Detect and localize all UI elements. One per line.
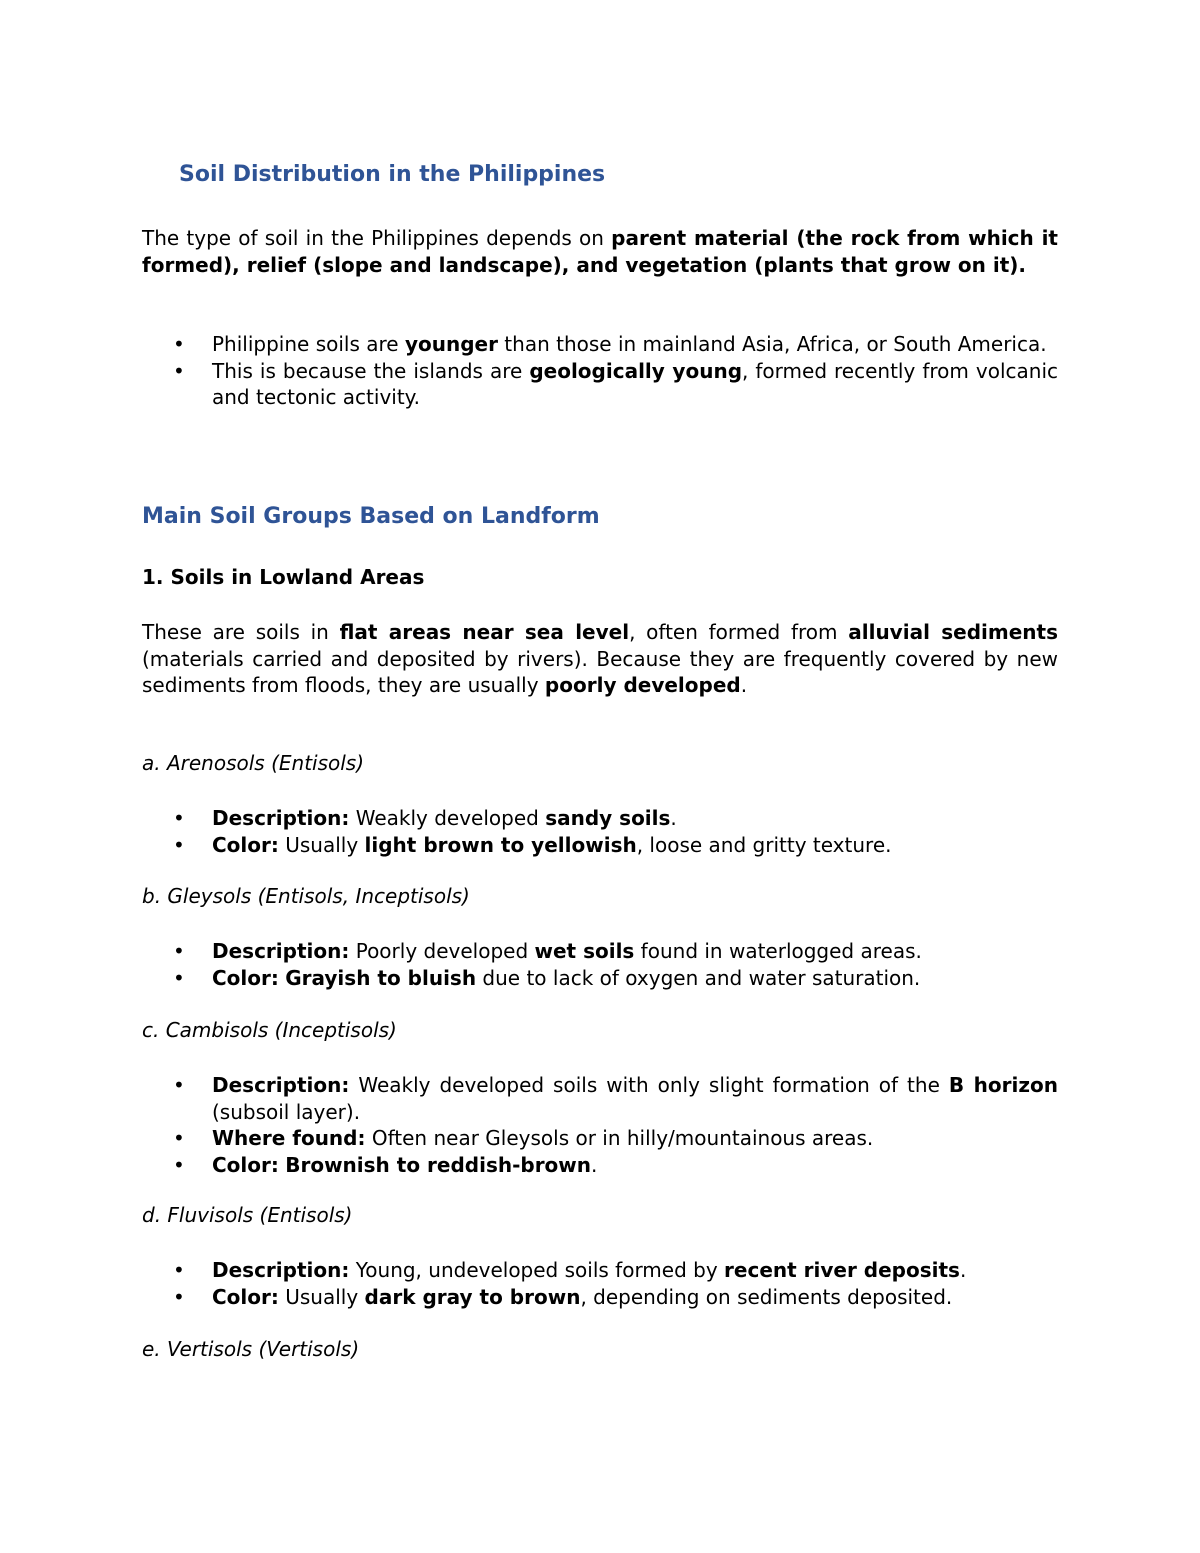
para-bold: poorly developed — [544, 673, 741, 697]
item-bold: sandy soils — [545, 806, 671, 830]
item-bold: light brown to yellowish — [364, 832, 637, 857]
item-text: (subsoil layer). — [212, 1099, 361, 1124]
item-label: Description: — [212, 939, 350, 963]
list-item — [142, 965, 1058, 992]
soil-heading-gleysols: b. Gleysols (Entisols, Inceptisols) — [142, 884, 470, 908]
soil-list-fluvisols — [142, 1257, 1058, 1310]
item-text: , loose and gritty texture. — [636, 832, 892, 857]
list-item — [142, 805, 1058, 832]
item-label: Color: — [212, 965, 279, 990]
bullet-text: Philippine soils are — [212, 332, 405, 356]
item-text: , depending on sediments deposited. — [580, 1284, 953, 1309]
soil-list-gleysols — [142, 938, 1058, 991]
para-text: , often formed from — [629, 620, 849, 644]
item-text: Weakly developed soils with only slight formation of the — [349, 1073, 949, 1097]
item-bold: wet soils — [534, 939, 635, 963]
item-text: Weakly developed — [349, 806, 546, 830]
bullet-text: than those in mainland Asia, Africa, or South America. — [497, 332, 1047, 356]
para-text: . — [740, 673, 748, 697]
item-label: Color: — [212, 1152, 279, 1177]
item-bold: Grayish to bluish — [285, 965, 477, 990]
bullet-text: , formed recently from volcanic and tectonic activity. — [212, 358, 1059, 409]
item-text: . — [959, 1258, 967, 1282]
bullet-bold: younger — [404, 332, 498, 356]
soil-list-cambisols — [142, 1072, 1058, 1178]
list-item — [142, 1072, 1058, 1125]
item-text: due to lack of oxygen and water saturation. — [476, 965, 921, 990]
soil-heading-cambisols: c. Cambisols (Inceptisols) — [142, 1018, 397, 1042]
list-item — [142, 1125, 1058, 1152]
item-bold: recent river deposits — [724, 1258, 960, 1282]
list-item — [142, 331, 1058, 358]
list-item — [142, 1152, 1058, 1179]
para-bold: flat areas near sea level — [339, 620, 630, 644]
item-text: Usually — [278, 832, 365, 857]
list-item — [142, 832, 1058, 859]
list-item — [142, 938, 1058, 965]
item-label: Description: — [212, 1073, 350, 1097]
item-text: Young, undeveloped soils formed by — [349, 1258, 725, 1282]
list-item — [142, 1257, 1058, 1284]
item-text: Often near Gleysols or in hilly/mountainous areas. — [365, 1126, 874, 1150]
lowland-paragraph — [142, 619, 1058, 699]
item-label: Description: — [212, 1258, 350, 1282]
item-text: Usually — [278, 1284, 365, 1309]
bullet-text: This is because the islands are — [212, 358, 530, 383]
item-bold: B horizon — [948, 1073, 1059, 1097]
soil-heading-vertisols: e. Vertisols (Vertisols) — [142, 1337, 360, 1361]
item-bold: Brownish to reddish-brown — [285, 1152, 592, 1177]
item-label: Description: — [212, 806, 350, 830]
item-label: Color: — [212, 1284, 279, 1309]
intro-paragraph — [142, 225, 1058, 278]
soil-heading-arenosols: a. Arenosols (Entisols) — [142, 751, 365, 775]
list-item — [142, 358, 1058, 411]
para-bold: alluvial sediments — [848, 620, 1058, 644]
item-text: found in waterlogged areas. — [634, 939, 922, 963]
item-text: . — [591, 1152, 598, 1177]
lowland-heading: 1. Soils in Lowland Areas — [142, 565, 425, 589]
intro-bold: parent material (the rock from which it formed), relief (slope and landscape), and vegetation (plants that grow on it). — [142, 226, 1058, 277]
item-label: Color: — [212, 832, 279, 857]
para-text: (materials carried and deposited by rivers). Because they are frequently covered by new sediments from floods, they are usually — [142, 646, 1058, 697]
bullet-bold: geologically young — [529, 358, 743, 383]
soil-heading-fluvisols: d. Fluvisols (Entisols) — [142, 1203, 353, 1227]
item-label: Where found: — [212, 1126, 366, 1150]
section-title: Main Soil Groups Based on Landform — [142, 504, 600, 529]
item-text: Poorly developed — [349, 939, 535, 963]
item-bold: dark gray to brown — [364, 1284, 581, 1309]
para-text: These are soils in — [142, 620, 340, 644]
document-title: Soil Distribution in the Philippines — [179, 162, 606, 187]
item-text: . — [670, 806, 677, 830]
soil-list-arenosols — [142, 805, 1058, 858]
list-item — [142, 1284, 1058, 1311]
intro-text: The type of soil in the Philippines depends on — [142, 226, 612, 250]
intro-bullet-list — [142, 331, 1058, 411]
